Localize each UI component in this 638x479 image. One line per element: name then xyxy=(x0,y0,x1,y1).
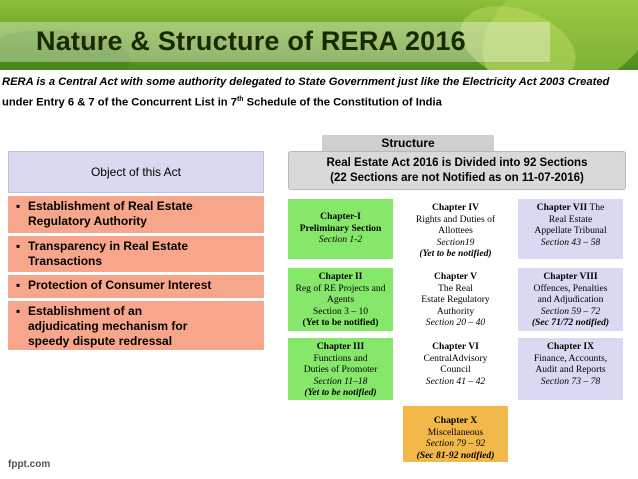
chapter-desc: Duties of Promoter xyxy=(303,364,378,375)
chapter-sections: Section 79 – 92 xyxy=(425,438,486,449)
header-banner xyxy=(0,0,638,70)
chapter-1-box xyxy=(288,199,393,259)
chapter-title-suffix: The xyxy=(587,202,605,213)
object-heading: Object of this Act xyxy=(8,151,264,193)
chapter-title: Chapter-I xyxy=(320,211,361,222)
chapter-desc: Preliminary Section xyxy=(299,222,382,234)
bullet-icon: ▪ xyxy=(16,304,21,318)
chapter-desc: Rights and Duties of xyxy=(415,213,496,225)
object-item-line: speedy dispute redressal xyxy=(28,334,173,348)
chapter-sections: Section 1-2 xyxy=(318,234,363,245)
object-item-line: Protection of Consumer Interest xyxy=(28,278,212,292)
chapter-title: Chapter V xyxy=(433,271,478,282)
chapter-3-box xyxy=(288,338,393,400)
page-title: Nature & Structure of RERA 2016 xyxy=(36,26,466,56)
structure-heading: Structure xyxy=(322,135,494,151)
chapter-desc: Estate Regulatory xyxy=(421,294,490,305)
chapter-desc: CentralAdvisory xyxy=(423,352,488,364)
chapter-sections: Section 73 – 78 xyxy=(540,375,601,387)
object-item-line: Establishment of Real Estate xyxy=(28,199,193,213)
object-item-line: adjudicating mechanism for xyxy=(28,319,188,333)
object-item xyxy=(8,236,264,272)
bullet-icon: ▪ xyxy=(16,278,21,292)
chapter-4-box xyxy=(403,199,508,259)
chapter-desc: Offences, Penalties xyxy=(533,282,608,294)
chapter-sections: Section 43 – 58 xyxy=(540,236,601,248)
object-item xyxy=(8,301,264,350)
chapter-10-box xyxy=(403,406,508,462)
chapter-title: Chapter VI xyxy=(432,341,479,352)
chapter-title: Chapter II xyxy=(318,271,363,282)
act-summary-line-1: Real Estate Act 2016 is Divided into 92 Sections xyxy=(326,157,588,169)
intro-text xyxy=(2,73,636,112)
object-item-line: Establishment of an xyxy=(28,304,143,318)
chapter-title: Chapter VII xyxy=(536,202,588,213)
chapter-note: (Yet to be notified) xyxy=(302,317,379,328)
chapter-2-box xyxy=(288,268,393,331)
chapter-desc: Finance, Accounts, xyxy=(533,352,608,364)
chapter-sections: Section 11–18 xyxy=(313,375,368,387)
chapter-sections: Section 41 – 42 xyxy=(425,375,486,387)
bullet-icon: ▪ xyxy=(16,199,21,213)
intro-line-2-a: under Entry 6 & 7 of the Concurrent List in 7 xyxy=(2,96,237,109)
chapter-note: (Yet to be notified) xyxy=(304,387,377,398)
chapter-desc: Agents xyxy=(326,294,355,305)
intro-line-1: RERA is a Central Act with some authority delegated to State Government just like the Electricity Act 2003 Created xyxy=(2,76,610,88)
chapter-5-box xyxy=(403,268,508,331)
chapter-desc: Real Estate xyxy=(548,213,593,225)
chapter-title: Chapter IV xyxy=(432,202,479,213)
chapter-desc: The Real xyxy=(438,282,473,294)
chapter-desc: and Adjudication xyxy=(537,294,604,305)
object-item-line: Transactions xyxy=(28,254,103,268)
object-item-line: Transparency in Real Estate xyxy=(28,239,189,253)
chapter-desc: Miscellaneous xyxy=(427,426,484,438)
intro-line-2-b: Schedule of the Constitution of India xyxy=(243,96,442,109)
object-item xyxy=(8,275,264,298)
chapter-title: Chapter III xyxy=(316,341,365,352)
chapter-9-box xyxy=(518,338,623,400)
chapter-6-box xyxy=(403,338,508,400)
chapter-7-box xyxy=(518,199,623,259)
chapter-note: (Sec 71/72 notified) xyxy=(531,317,610,328)
chapter-desc: Authority xyxy=(436,305,475,317)
chapter-desc: Allottees xyxy=(438,225,473,236)
chapter-title: Chapter X xyxy=(433,415,478,426)
chapter-desc: Audit and Reports xyxy=(535,364,606,375)
chapter-sections: Section19 xyxy=(436,236,475,248)
chapter-note: (Yet to be notified) xyxy=(419,248,492,259)
object-item xyxy=(8,196,264,233)
chapter-8-box xyxy=(518,268,623,331)
bullet-icon: ▪ xyxy=(16,239,21,253)
act-summary-box xyxy=(288,151,626,190)
chapter-note: (Sec 81-92 notified) xyxy=(416,449,495,461)
chapter-desc: Council xyxy=(440,364,471,375)
chapter-desc: Functions and xyxy=(313,352,368,364)
chapter-sections: Section 20 – 40 xyxy=(425,317,486,328)
intro-line-2 xyxy=(2,91,636,112)
chapter-desc: Appellate Tribunal xyxy=(534,225,607,236)
chapter-sections: Section 59 – 72 xyxy=(540,305,601,317)
act-summary-line-2: (22 Sections are not Notified as on 11-07-2016) xyxy=(330,172,584,184)
object-item-line: Regulatory Authority xyxy=(28,214,147,228)
intro-line-2-sup: th xyxy=(236,96,244,103)
chapter-title: Chapter VIII xyxy=(543,271,598,282)
chapter-sections: Section 3 – 10 xyxy=(312,305,369,317)
chapter-title: Chapter IX xyxy=(547,341,594,352)
chapter-desc: Reg of RE Projects and xyxy=(295,282,386,294)
footer-brand: fppt.com xyxy=(8,459,51,470)
